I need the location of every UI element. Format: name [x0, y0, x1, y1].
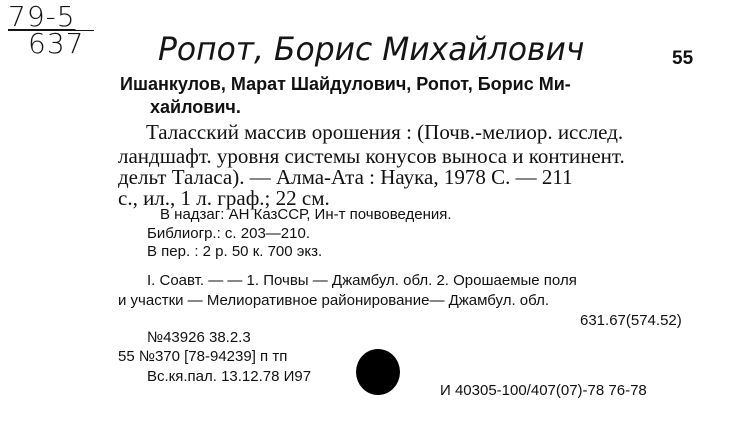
note-line-1: В надзаг: АН КазССР, Ин-т почвоведения. — [160, 206, 452, 223]
title-line-4: с., ил., 1 л. граф.; 22 см. — [118, 186, 330, 210]
imprint-line-3: Вс.кя.пал. 13.12.78 И97 — [147, 368, 312, 385]
imprint-line-4: И 40305-100/407(07)-78 76-78 — [440, 382, 647, 399]
note-line-2: Библиогр.: с. 203—210. — [147, 225, 310, 242]
handwritten-author-name: Ропот, Борис Михайлович — [158, 30, 585, 68]
handwritten-number-top: 79-5 — [8, 0, 76, 33]
title-line-3: дельт Таласа). — Алма-Ата : Наука, 1978 С. — 211 — [118, 165, 573, 189]
page-number: 55 — [672, 48, 694, 69]
handwritten-number-bottom: 637 — [28, 27, 85, 60]
tracing-line-1: I. Соавт. — — 1. Почвы — Джамбул. обл. 2. Орошаемые поля — [147, 272, 577, 289]
title-line-2: ландшафт. уровня системы конусов выноса и континент. — [118, 144, 625, 168]
ink-blot — [356, 349, 400, 395]
tracing-line-2: и участки — Мелиоративное районирование— Джамбул. обл. — [118, 292, 549, 309]
authors-line-1: Ишанкулов, Марат Шайдулович, Ропот, Борис Ми- — [120, 74, 571, 94]
authors-line-2: хайлович. — [150, 97, 241, 117]
classification-code: 631.67(574.52) — [580, 312, 682, 329]
note-line-3: В пер. : 2 р. 50 к. 700 экз. — [147, 243, 323, 260]
imprint-line-2: 55 №370 [78-94239] п тп — [118, 348, 288, 365]
imprint-line-1: №43926 38.2.3 — [147, 329, 251, 346]
title-line-1: Таласский массив орошения : (Почв.-мелиор. исслед. — [146, 120, 624, 144]
